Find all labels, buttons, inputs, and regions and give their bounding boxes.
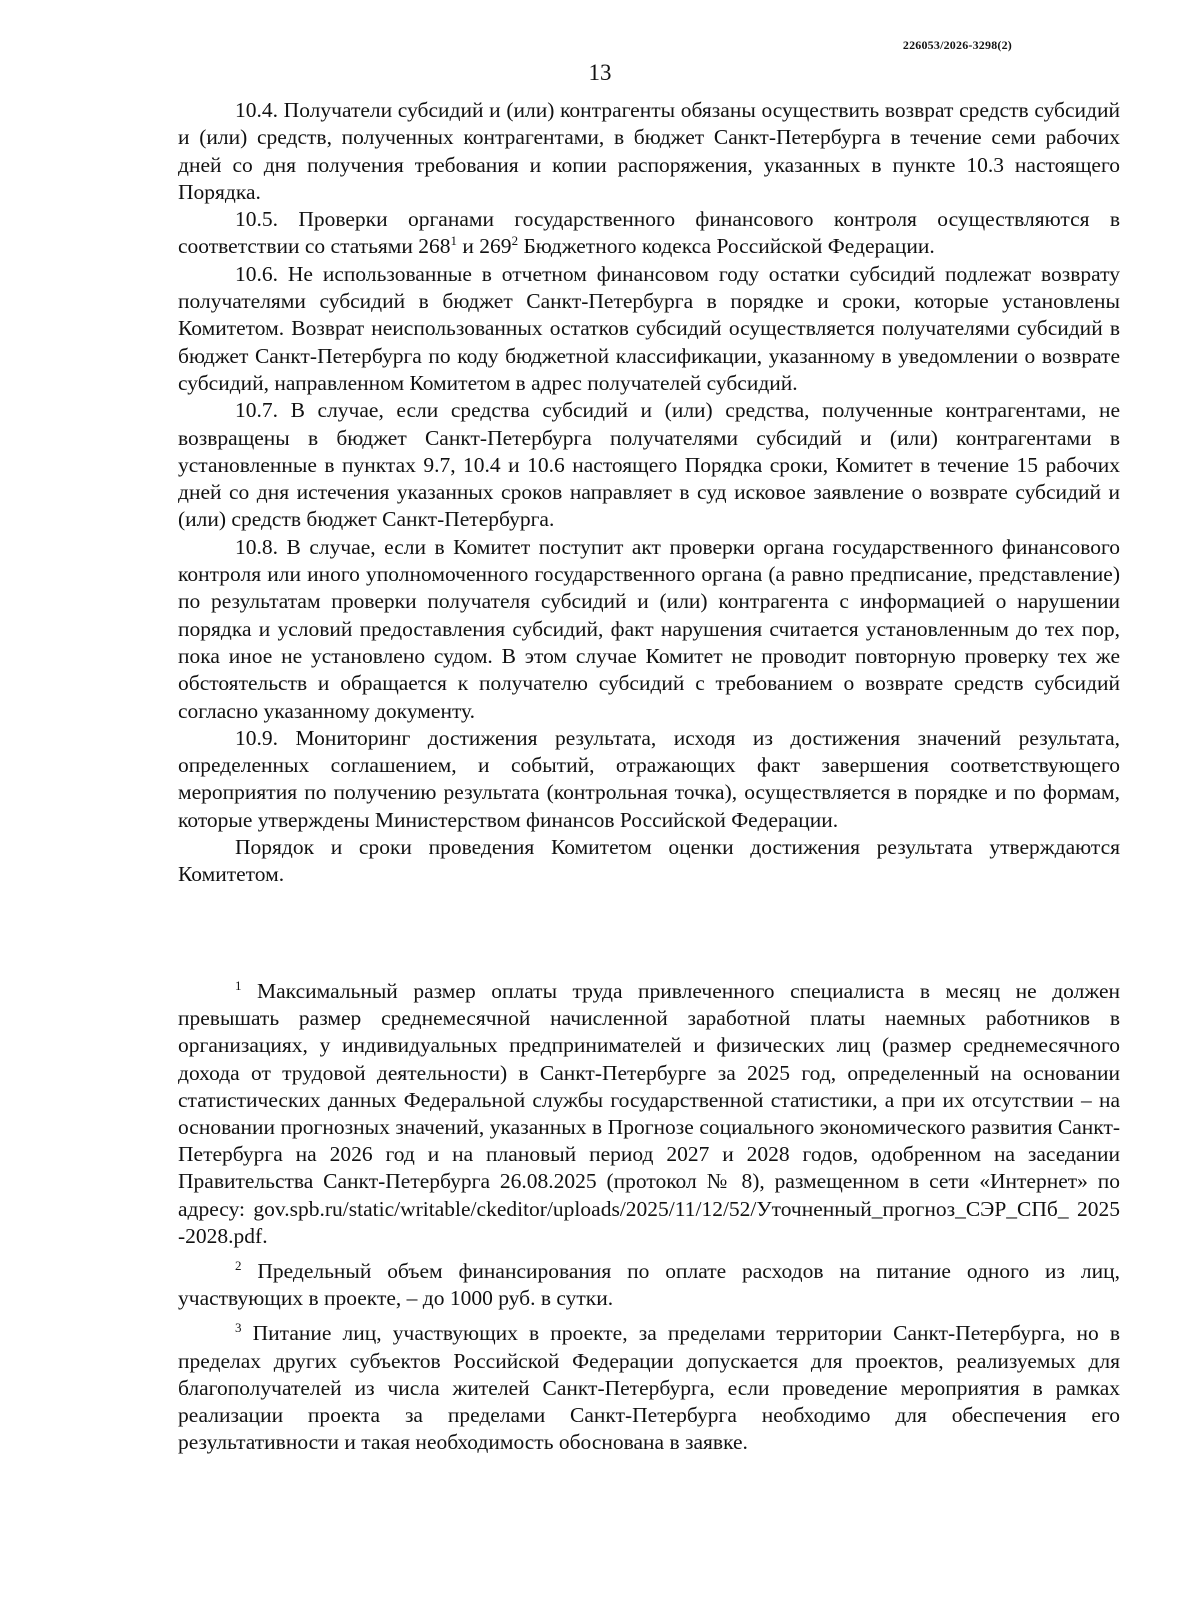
paragraph-10-8: 10.8. В случае, если в Комитет поступит акт проверки органа государственного финансового контроля или иного уполномоченного государственного органа (а равно предписание, представление) по результатам проверки получателя субсидий и (или) контрагента с информацией о нарушении порядка и условий предоставления субсидий, факт нарушения считается установленным до тех пор, пока иное не установлено судом. В этом случае Комитет не проводит повторную проверку тех же обстоятельств и обращается к получателю субсидий с требованием о возврате средств субсидий согласно указанному документу.: [178, 534, 1120, 723]
footnote-ref-2: 2: [511, 233, 519, 249]
footnote-3-mark: 3: [235, 1320, 242, 1336]
footnote-2-mark: 2: [235, 1258, 242, 1274]
page-number: 13: [588, 60, 612, 85]
footnote-1-text: Максимальный размер оплаты труда привлеченного специалиста в месяц не должен превышать размер среднемесячной начисленной заработной платы наемных работников в организациях, у индивидуальных предпринимателей и физических лиц (размер среднемесячного дохода от трудовой деятельности) в Санкт-Петербурге за 2025 год, определенный на основании статистических данных Федеральной службы государственной статистики, а при их отсутствии – на основании прогнозных значений, указанных в Прогнозе социального экономического развития Санкт-Петербурга на 2026 год и на плановый период 2027 и 2028 годов, одобренном на заседании Правительства Санкт-Петербурга 26.08.2025 (протокол № 8), размещенном в сети «Интернет» по адресу:: [178, 979, 1120, 1221]
paragraph-10-6: 10.6. Не использованные в отчетном финансовом году остатки субсидий подлежат возврату получателями субсидий в бюджет Санкт-Петербурга в порядке и сроки, которые установлены Комитетом. Возврат неиспользованных остатков субсидий осуществляется получателями субсидий в бюджет Санкт-Петербурга по коду бюджетной классификации, указанному в уведомлении о возврате субсидий, направленном Комитетом в адрес получателей субсидий.: [178, 261, 1120, 395]
footnote-1: [178, 978, 1120, 1250]
paragraph-10-4: 10.4. Получатели субсидий и (или) контрагенты обязаны осуществить возврат средств субсидий и (или) средств, полученных контрагентами, в бюджет Санкт-Петербурга в течение семи рабочих дней со дня получения требования и копии распоряжения, указанных в пункте 10.3 настоящего Порядка.: [178, 98, 1120, 204]
paragraph-order: Порядок и сроки проведения Комитетом оценки достижения результата утверждаются Комитетом.: [178, 835, 1120, 887]
paragraph-10-5-text-b: и 269: [457, 234, 512, 259]
footnote-ref-1: 1: [450, 233, 458, 249]
paragraph-10-5-text-c: Бюджетного кодекса Российской Федерации.: [518, 234, 935, 259]
main-text: [178, 97, 1120, 889]
document-registration-number: 226053/2026-3298(2): [902, 38, 1012, 52]
footnotes: [178, 978, 1120, 1464]
footnote-1-mark: 1: [235, 978, 242, 993]
footnote-2-text: Предельный объем финансирования по оплате расходов на питание одного из лиц, участвующих в проекте, – до 1000 руб. в сутки.: [178, 1259, 1120, 1311]
footnote-1-url: gov.spb.ru/static/writable/ckeditor/uploads/2025/11/12/52/Уточненный_прогноз_СЭР_СПб_ 2025-2028.pdf.: [178, 1196, 1120, 1248]
paragraph-10-5-text-a: 10.5. Проверки органами государственного финансового контроля осуществляются в соответствии со статьями 268: [178, 207, 1120, 259]
paragraph-10-9: 10.9. Мониторинг достижения результата, исходя из достижения значений результата, определенных соглашением, и событий, отражающих факт завершения соответствующего мероприятия по получению результата (контрольная точка), осуществляется в порядке и по формам, которые утверждены Министерством финансов Российской Федерации.: [178, 725, 1120, 832]
footnote-3: [178, 1320, 1120, 1456]
footnote-2: [178, 1258, 1120, 1312]
paragraph-10-5: [178, 206, 1120, 261]
footnote-3-text: Питание лиц, участвующих в проекте, за пределами территории Санкт-Петербурга, но в пределах других субъектов Российской Федерации допускается для проектов, реализуемых для благополучателей из числа жителей Санкт-Петербурга, если проведение мероприятия в рамках реализации проекта за пределами Санкт-Петербурга необходимо для обеспечения его результативности и такая необходимость обоснована в заявке.: [178, 1321, 1120, 1455]
paragraph-10-7: 10.7. В случае, если средства субсидий и (или) средства, полученные контрагентами, не возвращены в бюджет Санкт-Петербурга получателями субсидий и (или) контрагентами в установленные в пунктах 9.7, 10.4 и 10.6 настоящего Порядка сроки, Комитет в течение 15 рабочих дней со дня истечения указанных сроков направляет в суд исковое заявление о возврате субсидий и (или) средств бюджет Санкт-Петербурга.: [178, 398, 1120, 532]
